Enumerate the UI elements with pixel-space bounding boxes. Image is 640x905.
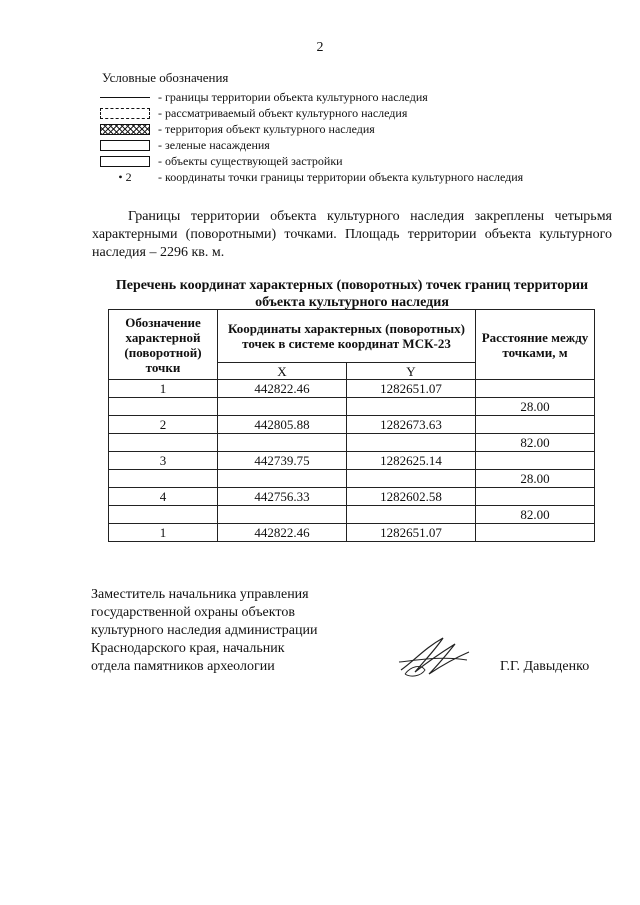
coordinates-table: [108, 309, 595, 542]
hatched-box-symbol: [100, 124, 150, 135]
legend-item-territory: [100, 121, 620, 137]
legend: [100, 89, 620, 185]
table-row: [109, 524, 595, 542]
cell-y: [347, 470, 476, 488]
cell-y: 1282651.07: [347, 380, 476, 398]
legend-text: - рассматриваемый объект культурного наследия: [158, 105, 408, 120]
cell-y: 1282651.07: [347, 524, 476, 542]
table-row: [109, 488, 595, 506]
header-y: Y: [347, 363, 476, 380]
signatory-name: Г.Г. Давыденко: [500, 659, 590, 674]
empty-box-symbol: [100, 140, 150, 151]
cell-x: [218, 398, 347, 416]
header-distance: Расстояние между точками, м: [476, 310, 595, 380]
signatory-line: Заместитель начальника управления: [91, 587, 309, 602]
cell-x: 442739.75: [218, 452, 347, 470]
cell-point: [109, 434, 218, 452]
cell-y: 1282673.63: [347, 416, 476, 434]
legend-text: - зеленые насаждения: [158, 137, 270, 152]
legend-item-point: [100, 169, 620, 185]
cell-x: [218, 434, 347, 452]
cell-distance: [476, 380, 595, 398]
cell-distance: 82.00: [476, 434, 595, 452]
cell-distance: 28.00: [476, 470, 595, 488]
signatory-line: отдела памятников археологии: [91, 659, 275, 674]
empty-box-symbol: [100, 156, 150, 167]
cell-y: 1282602.58: [347, 488, 476, 506]
table-row: [109, 416, 595, 434]
table-row: [109, 434, 595, 452]
cell-distance: 82.00: [476, 506, 595, 524]
table-row: [109, 452, 595, 470]
cell-point: [109, 506, 218, 524]
cell-point: 1: [109, 524, 218, 542]
cell-distance: 28.00: [476, 398, 595, 416]
cell-point: [109, 470, 218, 488]
cell-y: [347, 434, 476, 452]
header-point: Обозначение характерной (поворотной) точки: [109, 310, 218, 380]
cell-x: 442822.46: [218, 380, 347, 398]
point-symbol: • 2: [118, 169, 132, 184]
dashed-box-symbol: [100, 108, 150, 119]
cell-point: [109, 398, 218, 416]
cell-x: 442822.46: [218, 524, 347, 542]
cell-distance: [476, 416, 595, 434]
cell-y: 1282625.14: [347, 452, 476, 470]
cell-distance: [476, 524, 595, 542]
cell-x: 442756.33: [218, 488, 347, 506]
table-row: [109, 398, 595, 416]
legend-title: Условные обозначения: [102, 70, 229, 85]
legend-item-existing-buildings: [100, 153, 620, 169]
table-row: [109, 380, 595, 398]
legend-text: - координаты точки границы территории объекта культурного наследия: [158, 169, 524, 184]
legend-text: - границы территории объекта культурного наследия: [158, 89, 428, 104]
cell-point: 3: [109, 452, 218, 470]
table-row: [109, 470, 595, 488]
page-number: 2: [316, 40, 324, 55]
legend-text: - территория объект культурного наследия: [158, 121, 375, 136]
legend-text: - объекты существующей застройки: [158, 153, 343, 168]
cell-point: 2: [109, 416, 218, 434]
cell-point: 4: [109, 488, 218, 506]
boundary-line-symbol: [100, 92, 150, 98]
handwritten-signature: [395, 630, 475, 680]
cell-point: 1: [109, 380, 218, 398]
table-row: [109, 506, 595, 524]
legend-item-green-areas: [100, 137, 620, 153]
signatory-position: [91, 586, 318, 676]
legend-item-considered-object: [100, 105, 620, 121]
header-x: X: [218, 363, 347, 380]
signatory-line: Краснодарского края, начальник: [91, 641, 285, 656]
cell-x: [218, 506, 347, 524]
signatory-line: государственной охраны объектов: [91, 605, 295, 620]
cell-distance: [476, 452, 595, 470]
table-title: Перечень координат характерных (поворотных) точек границ территории объекта культурного наследия: [115, 278, 589, 310]
cell-y: [347, 398, 476, 416]
cell-distance: [476, 488, 595, 506]
cell-x: 442805.88: [218, 416, 347, 434]
description-paragraph: Границы территории объекта культурного наследия закреплены четырьмя характерными (поворотными) точками. Площадь территории объекта культурного наследия – 2296 кв. м.: [92, 209, 612, 260]
cell-x: [218, 470, 347, 488]
header-coords: Координаты характерных (поворотных) точек в системе координат МСК-23: [218, 310, 476, 363]
legend-item-boundary: [100, 89, 620, 105]
cell-y: [347, 506, 476, 524]
signatory-line: культурного наследия администрации: [91, 623, 318, 638]
